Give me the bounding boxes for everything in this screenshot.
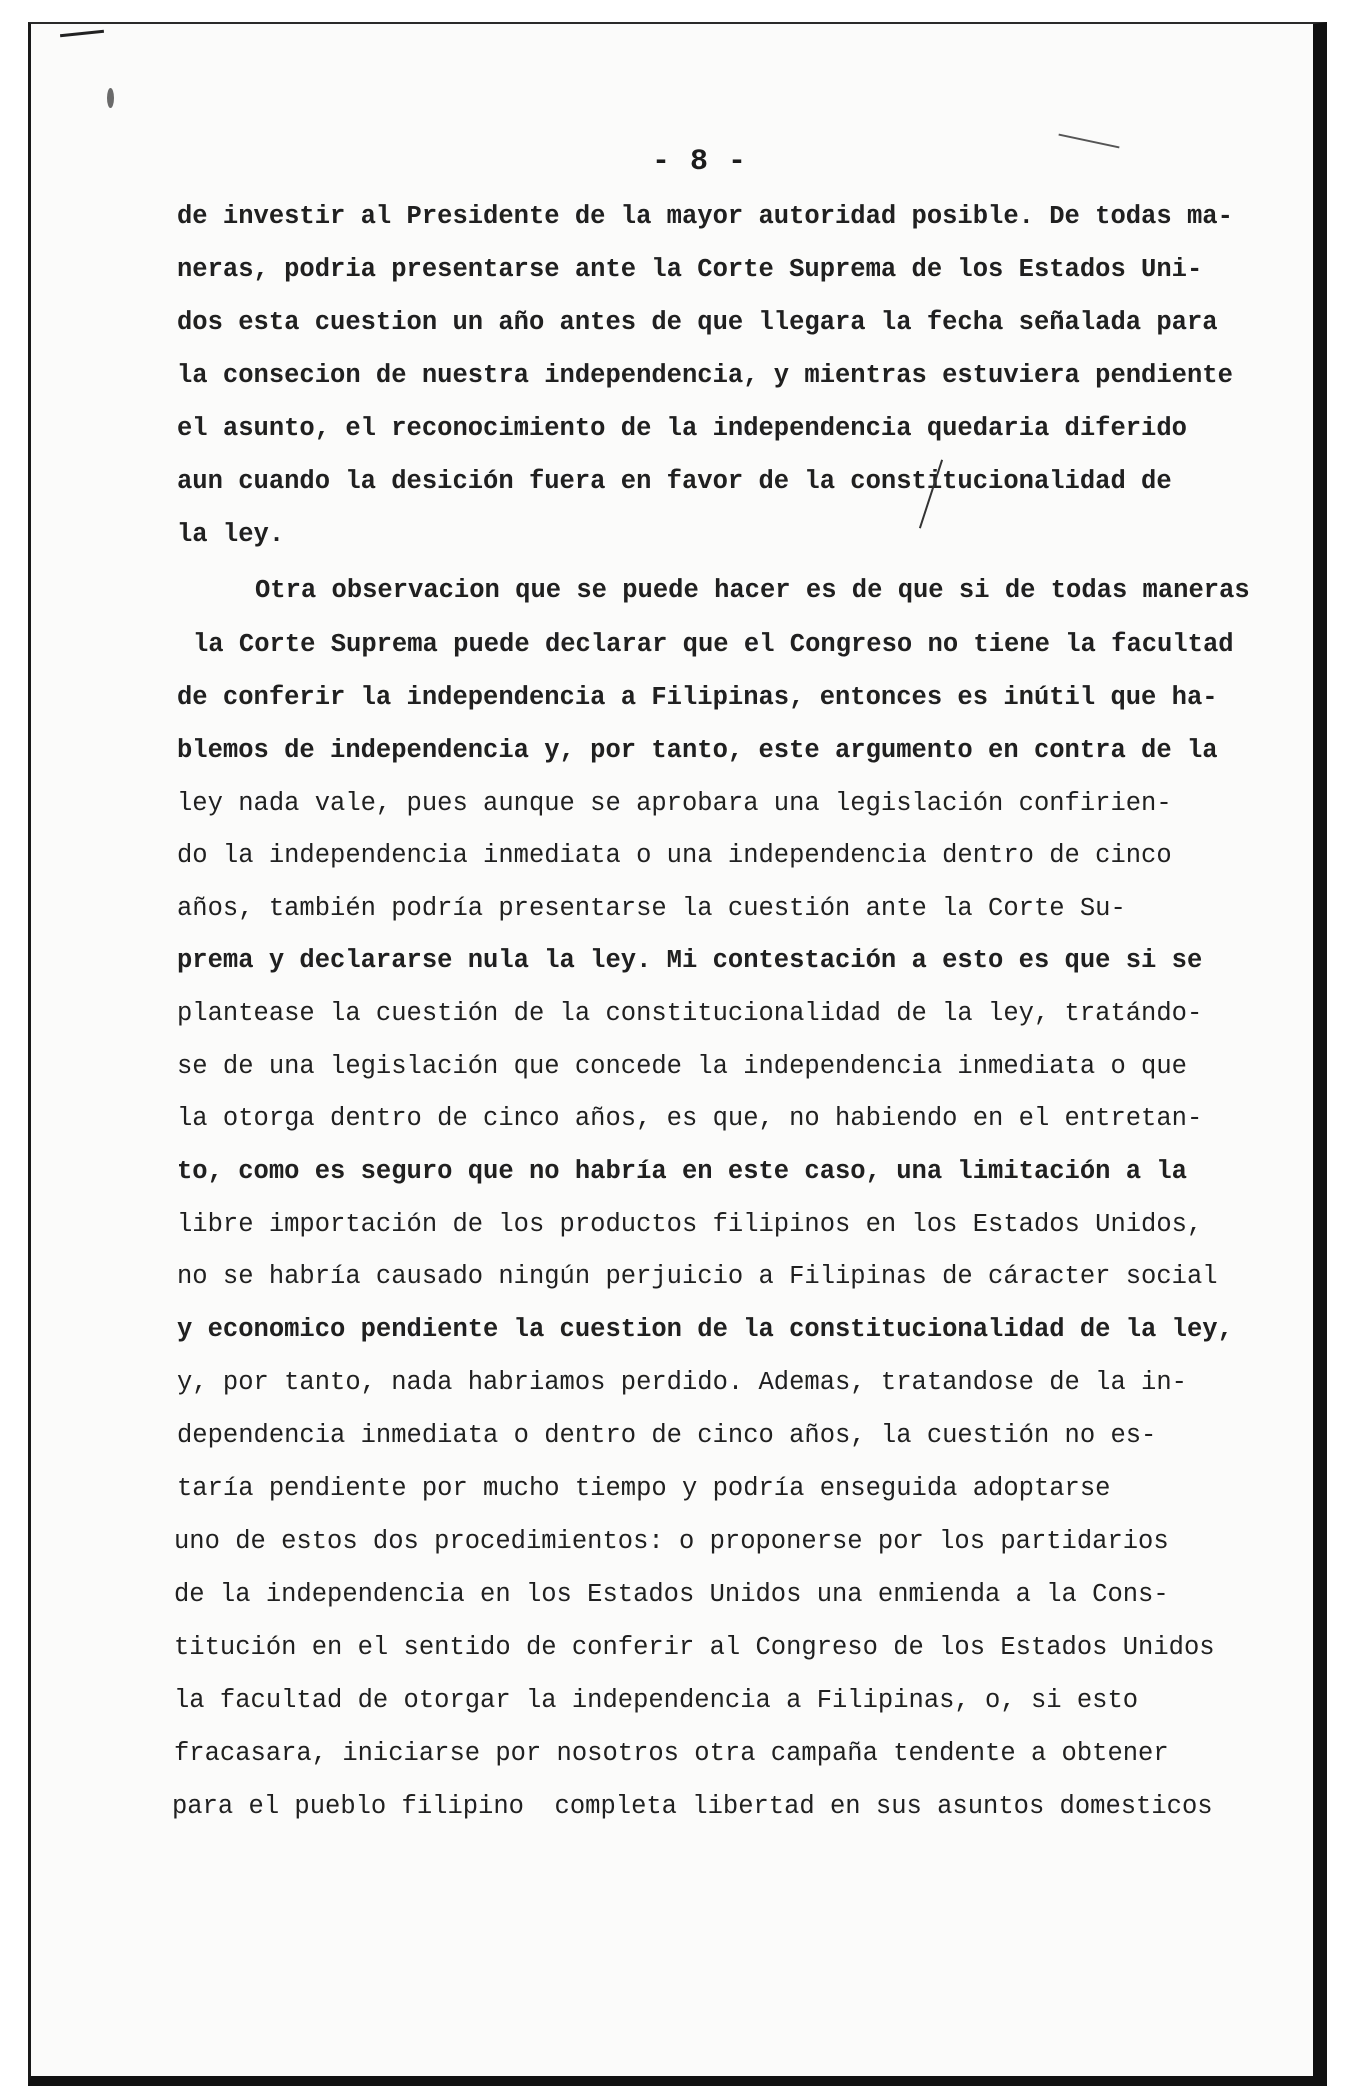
text-line: plantease la cuestión de la constitucionalidad de la ley, tratándo- [177, 999, 1203, 1028]
ink-smudge [107, 88, 114, 108]
text-line: blemos de independencia y, por tanto, este argumento en contra de la [177, 736, 1218, 765]
text-line: años, también podría presentarse la cuestión ante la Corte Su- [177, 894, 1126, 923]
text-line: de la independencia en los Estados Unidos una enmienda a la Cons- [174, 1580, 1169, 1609]
text-line: para el pueblo filipino completa libertad en sus asuntos domesticos [172, 1792, 1213, 1821]
text-line: fracasara, iniciarse por nosotros otra campaña tendente a obtener [174, 1739, 1169, 1768]
text-line: ley nada vale, pues aunque se aprobara una legislación confirien- [177, 789, 1172, 818]
text-line: la Corte Suprema puede declarar que el Congreso no tiene la facultad [193, 630, 1234, 659]
text-line: to, como es seguro que no habría en este caso, una limitación a la [177, 1157, 1187, 1186]
text-line: taría pendiente por mucho tiempo y podría enseguida adoptarse [177, 1474, 1111, 1503]
text-line: la ley. [177, 520, 285, 549]
text-line: neras, podria presentarse ante la Corte Suprema de los Estados Uni- [177, 255, 1203, 284]
text-line: uno de estos dos procedimientos: o proponerse por los partidarios [174, 1527, 1169, 1556]
text-line: el asunto, el reconocimiento de la independencia quedaria diferido [177, 414, 1187, 443]
text-line: la consecion de nuestra independencia, y mientras estuviera pendiente [177, 361, 1233, 390]
text-line: dependencia inmediata o dentro de cinco años, la cuestión no es- [177, 1421, 1157, 1450]
text-line: dos esta cuestion un año antes de que llegara la fecha señalada para [177, 308, 1218, 337]
text-line: y economico pendiente la cuestion de la constitucionalidad de la ley, [177, 1315, 1233, 1344]
text-line: libre importación de los productos filipinos en los Estados Unidos, [177, 1210, 1203, 1239]
text-line: aun cuando la desición fuera en favor de la constitucionalidad de [177, 467, 1172, 496]
text-line: la facultad de otorgar la independencia a Filipinas, o, si esto [174, 1686, 1139, 1715]
page-number: - 8 - [652, 145, 748, 179]
text-line: se de una legislación que concede la independencia inmediata o que [177, 1052, 1187, 1081]
text-line: y, por tanto, nada habriamos perdido. Ademas, tratandose de la in- [177, 1368, 1187, 1397]
text-line: no se habría causado ningún perjuicio a Filipinas de cáracter social [177, 1262, 1218, 1291]
text-line: la otorga dentro de cinco años, es que, no habiendo en el entretan- [177, 1104, 1203, 1133]
text-line: prema y declararse nula la ley. Mi contestación a esto es que si se [177, 946, 1203, 975]
text-line: de conferir la independencia a Filipinas, entonces es inútil que ha- [177, 683, 1218, 712]
text-line: do la independencia inmediata o una independencia dentro de cinco [177, 841, 1172, 870]
text-line: de investir al Presidente de la mayor autoridad posible. De todas ma- [177, 202, 1233, 231]
text-line: Otra observacion que se puede hacer es de que si de todas maneras [255, 576, 1250, 605]
text-line: titución en el sentido de conferir al Congreso de los Estados Unidos [174, 1633, 1215, 1662]
